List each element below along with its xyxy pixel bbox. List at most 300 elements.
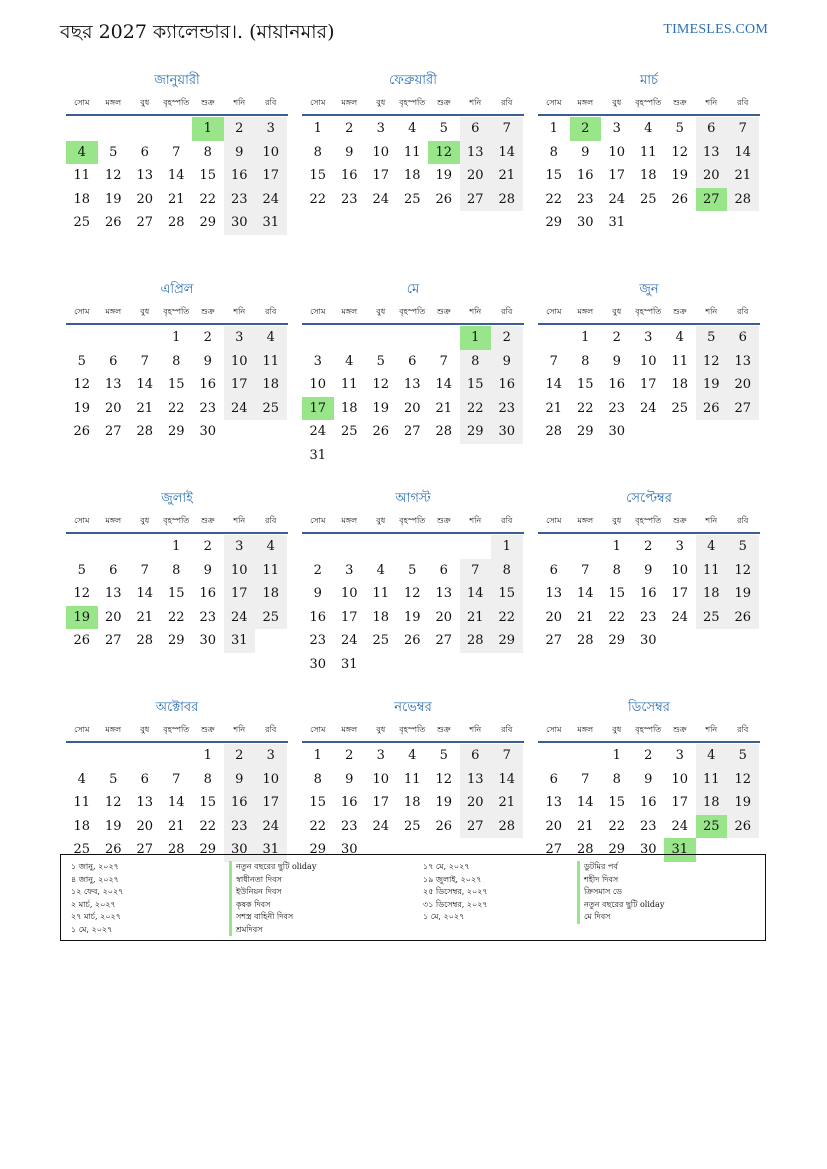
weekday-label: বৃহস্পতি — [635, 725, 662, 734]
empty-cell — [538, 744, 570, 768]
day-cell: 8 — [203, 144, 212, 160]
day-cell: 1 — [203, 748, 212, 763]
day-cell: 29 — [608, 842, 626, 857]
day-cell: 18 — [696, 582, 728, 606]
legend-dates-left — [71, 861, 123, 936]
day-grid — [66, 326, 288, 444]
month-name: জানুয়ারী — [154, 73, 200, 88]
month-name: অক্টোবর — [155, 700, 199, 715]
empty-cell — [129, 326, 161, 350]
day-cell: 13 — [104, 377, 122, 392]
weekday-header — [302, 301, 524, 325]
day-cell: 3 — [224, 326, 256, 350]
day-cell: 5 — [376, 353, 385, 369]
day-cell: 30 — [340, 842, 358, 857]
day-cell: 12 — [727, 559, 759, 583]
day-cell: 20 — [460, 164, 492, 188]
day-cell: 23 — [224, 815, 256, 839]
day-cell: 17 — [224, 582, 256, 606]
day-cell: 28 — [545, 424, 563, 439]
day-cell: 5 — [77, 562, 86, 578]
day-cell: 27 — [403, 424, 421, 439]
month-name: এপ্রিল — [160, 282, 194, 297]
weekday-label: সোম — [546, 98, 562, 107]
day-cell: 21 — [460, 606, 492, 630]
day-cell: 2 — [644, 748, 653, 763]
day-cell: 25 — [340, 424, 358, 439]
empty-cell — [428, 326, 460, 350]
weekday-label: শনি — [469, 98, 482, 107]
day-cell: 13 — [104, 586, 122, 601]
day-cell: 28 — [727, 188, 759, 212]
day-cell: 15 — [167, 377, 185, 392]
day-cell: 17 — [224, 373, 256, 397]
day-cell: 6 — [140, 771, 149, 787]
day-cell: 20 — [727, 373, 759, 397]
empty-cell — [460, 535, 492, 559]
weekday-label: বুধ — [376, 98, 386, 107]
weekday-header — [538, 301, 760, 325]
day-cell: 26 — [727, 606, 759, 630]
empty-cell — [538, 535, 570, 559]
day-grid — [538, 326, 760, 444]
weekday-label: মঙ্গল — [105, 98, 122, 107]
day-cell: 9 — [203, 353, 212, 369]
day-cell: 2 — [203, 539, 212, 554]
weekday-header — [66, 301, 288, 325]
day-cell: 29 — [309, 842, 327, 857]
weekday-label: শনি — [233, 725, 246, 734]
day-cell: 30 — [224, 838, 256, 862]
weekday-label: রবি — [265, 725, 277, 734]
day-cell: 14 — [136, 377, 154, 392]
month-name: আগস্ট — [395, 491, 431, 506]
day-cell: 22 — [309, 191, 327, 207]
day-cell: 2 — [612, 330, 621, 345]
day-cell: 7 — [549, 353, 558, 369]
weekday-label: বৃহস্পতি — [163, 516, 190, 525]
weekday-label: রবি — [265, 516, 277, 525]
day-cell: 23 — [309, 633, 327, 648]
legend-entry: ২৭ মার্চ, ২০২৭ — [71, 912, 121, 921]
day-cell: 31 — [255, 211, 287, 235]
day-cell: 27 — [727, 397, 759, 421]
day-cell: 27 — [136, 842, 154, 857]
empty-cell — [129, 744, 161, 768]
day-cell: 28 — [167, 842, 185, 857]
day-cell: 21 — [167, 191, 185, 207]
empty-cell — [397, 326, 429, 350]
holiday-day-cell: 25 — [696, 815, 728, 839]
day-cell: 31 — [224, 629, 256, 653]
holiday-day-cell: 1 — [192, 117, 224, 141]
day-cell: 4 — [696, 535, 728, 559]
day-cell: 30 — [608, 424, 626, 439]
day-grid — [66, 535, 288, 653]
day-cell: 25 — [73, 842, 91, 857]
month-block — [66, 488, 288, 697]
day-cell: 20 — [104, 609, 122, 625]
legend-entry: ১ জানু, ২০২৭ — [71, 862, 119, 871]
day-cell: 27 — [136, 215, 154, 230]
day-cell: 10 — [372, 144, 390, 160]
day-cell: 10 — [224, 559, 256, 583]
day-cell: 10 — [671, 562, 689, 578]
empty-cell — [98, 117, 130, 141]
day-cell: 7 — [140, 353, 149, 369]
month-block — [302, 70, 524, 279]
day-cell: 17 — [372, 795, 390, 810]
legend-entry: ক্রিসমাস ডে — [577, 886, 664, 899]
day-cell: 31 — [309, 447, 327, 463]
day-cell: 16 — [608, 377, 626, 392]
weekday-label: শুক্র — [200, 98, 215, 107]
day-cell: 24 — [309, 424, 327, 439]
weekday-label: মঙ্গল — [577, 516, 594, 525]
day-cell: 12 — [671, 144, 689, 160]
day-cell: 1 — [549, 121, 558, 136]
weekday-label: শুক্র — [200, 307, 215, 316]
day-cell: 19 — [104, 191, 122, 207]
calendar-grid — [66, 70, 760, 906]
empty-cell — [66, 326, 98, 350]
day-cell: 6 — [549, 771, 558, 787]
weekday-label: শনি — [705, 725, 718, 734]
day-cell: 26 — [435, 818, 453, 834]
day-cell: 20 — [104, 400, 122, 416]
weekday-label: সোম — [310, 725, 326, 734]
day-cell: 6 — [727, 326, 759, 350]
empty-cell — [334, 326, 366, 350]
day-cell: 26 — [73, 633, 91, 648]
day-cell: 29 — [460, 420, 492, 444]
weekday-label: বুধ — [140, 307, 150, 316]
day-cell: 5 — [675, 121, 684, 136]
weekday-label: শুক্র — [436, 98, 451, 107]
day-cell: 1 — [581, 330, 590, 345]
legend-entry: সশস্ত্র বাহিনী দিবস — [229, 911, 316, 924]
weekday-header — [66, 92, 288, 116]
day-cell: 2 — [313, 562, 322, 578]
day-cell: 15 — [608, 795, 626, 810]
day-cell: 2 — [345, 748, 354, 763]
day-grid — [302, 744, 524, 862]
empty-cell — [365, 326, 397, 350]
day-cell: 8 — [581, 353, 590, 369]
day-cell: 11 — [73, 168, 91, 183]
day-cell: 21 — [167, 818, 185, 834]
weekday-header — [66, 719, 288, 743]
weekday-label: শনি — [705, 516, 718, 525]
day-cell: 18 — [73, 191, 91, 207]
day-cell: 10 — [309, 377, 327, 392]
weekday-label: শুক্র — [672, 98, 687, 107]
day-cell: 3 — [376, 121, 385, 136]
day-cell: 21 — [435, 400, 453, 416]
day-cell: 18 — [340, 400, 358, 416]
day-cell: 11 — [696, 768, 728, 792]
day-cell: 5 — [439, 748, 448, 763]
day-cell: 2 — [224, 744, 256, 768]
day-cell: 16 — [639, 795, 657, 810]
empty-cell — [570, 535, 602, 559]
legend-entry: ১২ ফেব, ২০২৭ — [71, 887, 124, 896]
day-cell: 13 — [460, 768, 492, 792]
weekday-label: বৃহস্পতি — [399, 516, 426, 525]
day-cell: 20 — [435, 609, 453, 625]
weekday-label: মঙ্গল — [341, 725, 358, 734]
day-cell: 20 — [460, 791, 492, 815]
legend-entry: ৪ জানু, ২০২৭ — [71, 874, 119, 884]
legend-entry: শ্রমদিবস — [229, 924, 316, 937]
day-cell: 26 — [104, 842, 122, 857]
day-cell: 20 — [403, 400, 421, 416]
day-cell: 24 — [372, 818, 390, 834]
day-cell: 26 — [403, 633, 421, 648]
day-cell: 18 — [696, 791, 728, 815]
day-cell: 27 — [460, 815, 492, 839]
day-cell: 19 — [104, 818, 122, 834]
day-cell: 29 — [608, 633, 626, 648]
day-cell: 5 — [696, 326, 728, 350]
day-cell: 12 — [696, 350, 728, 374]
weekday-label: রবি — [501, 98, 513, 107]
day-cell: 4 — [644, 121, 653, 136]
day-cell: 9 — [612, 353, 621, 369]
weekday-label: মঙ্গল — [105, 725, 122, 734]
day-cell: 15 — [199, 795, 217, 810]
weekday-label: বুধ — [140, 516, 150, 525]
day-cell: 18 — [73, 818, 91, 834]
day-cell: 21 — [491, 791, 523, 815]
day-cell: 11 — [403, 771, 421, 787]
day-cell: 1 — [612, 539, 621, 554]
day-cell: 18 — [372, 609, 390, 625]
day-cell: 5 — [727, 744, 759, 768]
day-grid — [66, 744, 288, 862]
day-cell: 30 — [491, 420, 523, 444]
day-cell: 27 — [104, 424, 122, 439]
day-cell: 5 — [109, 771, 118, 787]
weekday-header — [302, 92, 524, 116]
weekday-label: শুক্র — [200, 516, 215, 525]
day-cell: 21 — [727, 164, 759, 188]
day-cell: 9 — [581, 144, 590, 160]
weekday-label: সোম — [546, 516, 562, 525]
day-cell: 13 — [545, 586, 563, 601]
day-cell: 8 — [172, 353, 181, 369]
day-cell: 9 — [491, 350, 523, 374]
day-cell: 5 — [727, 535, 759, 559]
day-cell: 26 — [73, 424, 91, 439]
holiday-day-cell: 12 — [428, 141, 460, 165]
weekday-label: সোম — [74, 725, 90, 734]
day-cell: 26 — [696, 397, 728, 421]
day-cell: 15 — [491, 582, 523, 606]
day-cell: 20 — [696, 164, 728, 188]
day-cell: 18 — [403, 168, 421, 183]
day-cell: 31 — [255, 838, 287, 862]
day-grid — [538, 117, 760, 235]
day-cell: 12 — [73, 586, 91, 601]
day-cell: 16 — [340, 795, 358, 810]
day-cell: 28 — [136, 633, 154, 648]
day-cell: 18 — [639, 168, 657, 183]
day-cell: 7 — [491, 744, 523, 768]
day-cell: 22 — [199, 818, 217, 834]
legend-dates-right — [423, 861, 488, 924]
holiday-day-cell: 27 — [696, 188, 728, 212]
day-cell: 21 — [576, 818, 594, 834]
day-cell: 22 — [460, 397, 492, 421]
day-cell: 8 — [549, 144, 558, 160]
day-cell: 28 — [136, 424, 154, 439]
weekday-label: মঙ্গল — [105, 307, 122, 316]
weekday-header — [538, 510, 760, 534]
day-cell: 7 — [439, 353, 448, 369]
weekday-label: রবি — [501, 307, 513, 316]
day-cell: 7 — [140, 562, 149, 578]
day-cell: 3 — [313, 353, 322, 369]
day-cell: 12 — [73, 377, 91, 392]
day-cell: 16 — [639, 586, 657, 601]
day-cell: 2 — [345, 121, 354, 136]
day-cell: 23 — [576, 191, 594, 207]
day-cell: 2 — [224, 117, 256, 141]
month-name: জুন — [639, 282, 659, 297]
day-cell: 10 — [608, 144, 626, 160]
day-cell: 24 — [639, 400, 657, 416]
day-cell: 29 — [545, 215, 563, 230]
day-grid — [302, 117, 524, 211]
day-cell: 24 — [608, 191, 626, 207]
day-cell: 3 — [255, 117, 287, 141]
day-cell: 25 — [255, 397, 287, 421]
day-cell: 12 — [104, 795, 122, 810]
day-cell: 20 — [545, 818, 563, 834]
day-cell: 22 — [608, 818, 626, 834]
day-cell: 16 — [491, 373, 523, 397]
day-cell: 24 — [224, 606, 256, 630]
day-cell: 23 — [224, 188, 256, 212]
day-cell: 4 — [408, 748, 417, 763]
day-cell: 18 — [403, 795, 421, 810]
legend-entry: ২ মার্চ, ২০২৭ — [71, 899, 116, 909]
day-cell: 30 — [224, 211, 256, 235]
empty-cell — [428, 535, 460, 559]
day-cell: 19 — [727, 582, 759, 606]
weekday-label: বুধ — [612, 725, 622, 734]
day-cell: 14 — [167, 168, 185, 183]
weekday-label: বুধ — [376, 307, 386, 316]
weekday-label: রবি — [737, 98, 749, 107]
day-cell: 28 — [576, 842, 594, 857]
day-cell: 27 — [545, 633, 563, 648]
day-cell: 10 — [224, 350, 256, 374]
day-cell: 30 — [639, 842, 657, 857]
weekday-label: সোম — [74, 516, 90, 525]
weekday-label: বৃহস্পতি — [399, 98, 426, 107]
day-cell: 25 — [696, 606, 728, 630]
day-cell: 17 — [340, 609, 358, 625]
day-cell: 8 — [172, 562, 181, 578]
day-cell: 27 — [460, 188, 492, 212]
day-cell: 18 — [255, 582, 287, 606]
day-cell: 14 — [491, 141, 523, 165]
day-cell: 5 — [77, 353, 86, 369]
day-cell: 14 — [167, 795, 185, 810]
day-cell: 25 — [403, 191, 421, 207]
day-cell: 17 — [639, 377, 657, 392]
page-title: বছর 2027 ক্যালেন্ডার।. (মায়ানমার) — [60, 21, 335, 43]
weekday-label: শুক্র — [672, 307, 687, 316]
day-cell: 3 — [224, 535, 256, 559]
day-cell: 30 — [576, 215, 594, 230]
day-cell: 13 — [727, 350, 759, 374]
day-cell: 24 — [255, 188, 287, 212]
empty-cell — [161, 744, 193, 768]
day-cell: 11 — [696, 559, 728, 583]
site-name[interactable]: TIMESLES.COM — [663, 22, 768, 37]
weekday-label: রবি — [265, 307, 277, 316]
day-cell: 9 — [313, 586, 322, 601]
legend-entry: ১৯ জুলাই, ২০২৭ — [423, 874, 482, 884]
month-block — [538, 279, 760, 488]
day-cell: 10 — [639, 353, 657, 369]
weekday-label: শনি — [233, 307, 246, 316]
day-cell: 9 — [345, 771, 354, 787]
day-cell: 3 — [612, 121, 621, 136]
holiday-day-cell: 1 — [460, 326, 492, 350]
weekday-label: বৃহস্পতি — [635, 98, 662, 107]
day-cell: 13 — [403, 377, 421, 392]
month-block — [302, 488, 524, 697]
weekday-label: সোম — [310, 98, 326, 107]
day-cell: 11 — [639, 144, 657, 160]
weekday-label: শনি — [233, 98, 246, 107]
day-cell: 24 — [224, 397, 256, 421]
day-cell: 3 — [345, 562, 354, 578]
day-grid — [66, 117, 288, 235]
legend-names-left — [229, 861, 316, 936]
day-cell: 3 — [675, 539, 684, 554]
day-cell: 24 — [671, 609, 689, 625]
day-cell: 20 — [545, 609, 563, 625]
weekday-label: শনি — [705, 98, 718, 107]
weekday-label: সোম — [310, 516, 326, 525]
day-cell: 22 — [309, 818, 327, 834]
weekday-label: শনি — [469, 725, 482, 734]
weekday-label: রবি — [501, 516, 513, 525]
day-cell: 15 — [545, 168, 563, 183]
day-cell: 8 — [612, 771, 621, 787]
day-cell: 14 — [460, 582, 492, 606]
legend-entry: নতুন বছরের ছুটি oliday — [577, 899, 664, 912]
legend-entry: স্বাধীনতা দিবস — [229, 874, 316, 887]
weekday-label: বুধ — [612, 98, 622, 107]
day-cell: 22 — [576, 400, 594, 416]
empty-cell — [129, 535, 161, 559]
day-cell: 30 — [309, 656, 327, 672]
day-cell: 15 — [167, 586, 185, 601]
day-cell: 14 — [491, 768, 523, 792]
day-cell: 17 — [255, 164, 287, 188]
day-cell: 9 — [203, 562, 212, 578]
day-cell: 29 — [167, 424, 185, 439]
day-cell: 28 — [435, 424, 453, 439]
month-block — [538, 70, 760, 279]
day-cell: 30 — [199, 633, 217, 648]
